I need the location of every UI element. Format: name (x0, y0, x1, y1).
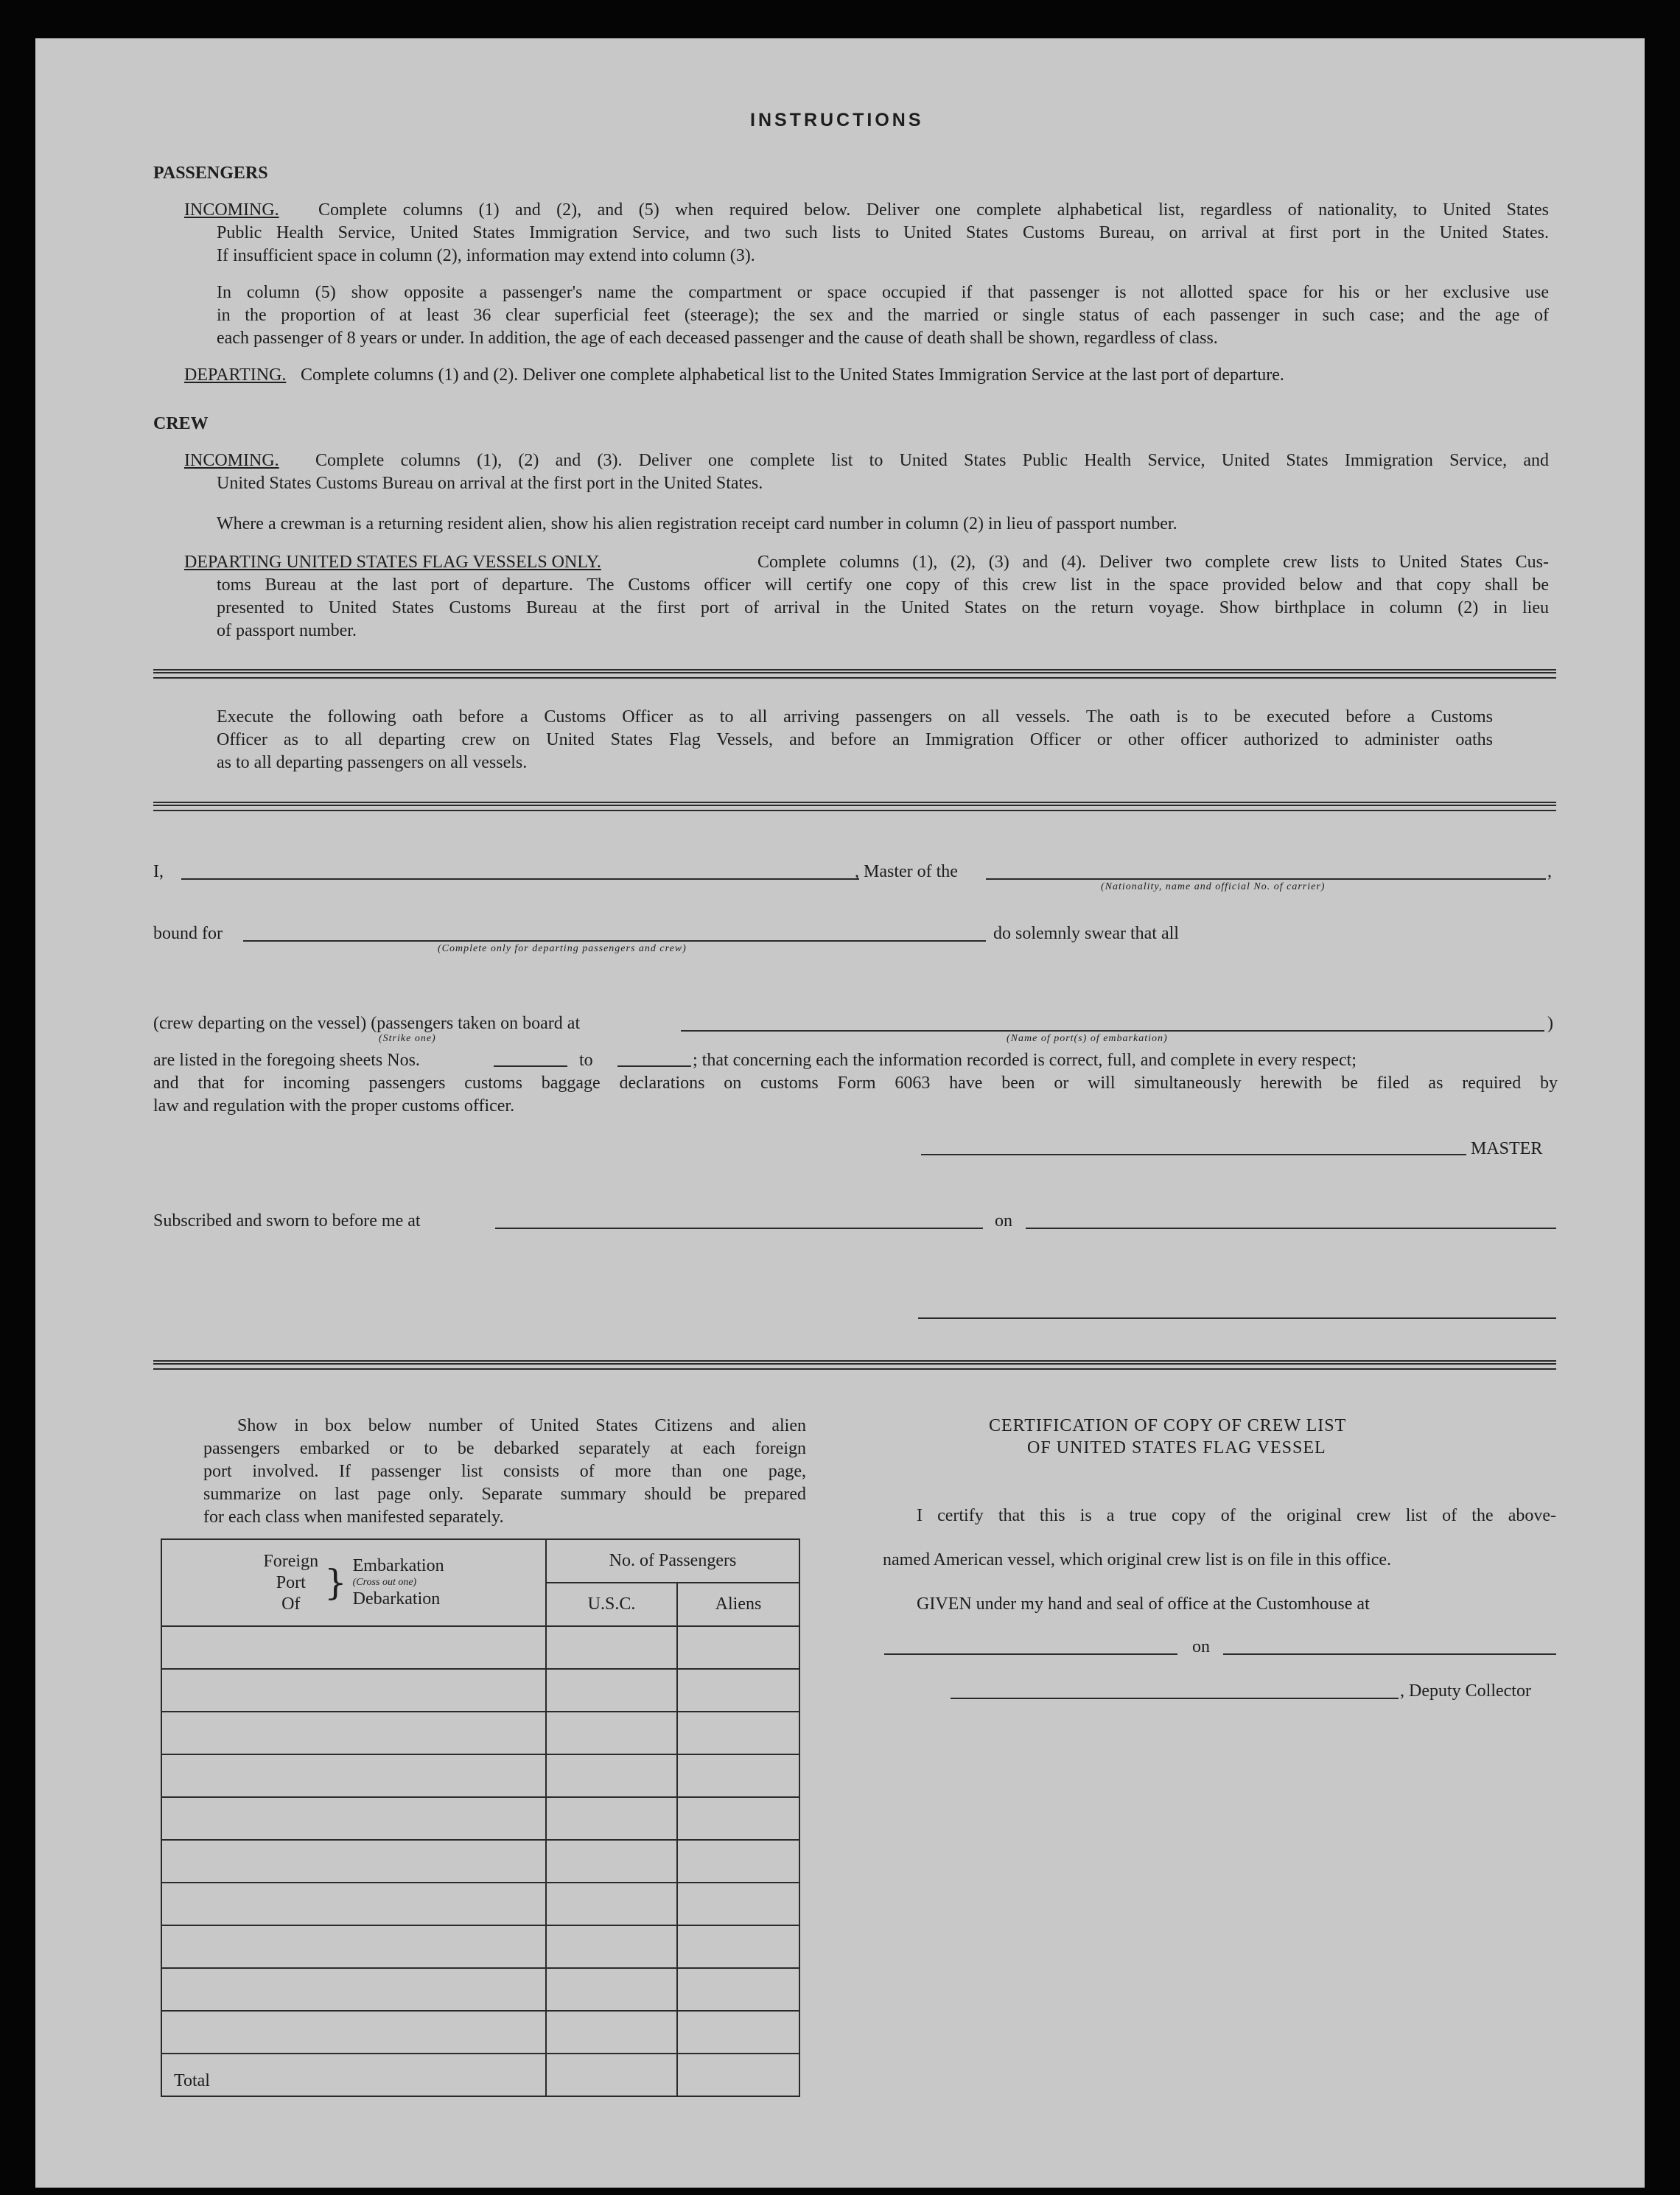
usc-cell[interactable] (546, 1797, 677, 1840)
aliens-cell[interactable] (677, 1840, 799, 1883)
certification-date-field[interactable] (1223, 1653, 1556, 1655)
aliens-cell[interactable] (677, 1669, 799, 1712)
foreign-label: Foreign (263, 1551, 319, 1571)
text-line: Show in box below number of United States Citizens and alien (237, 1416, 806, 1435)
certification-line-2: named American vessel, which original crew list is on file in this office. (883, 1550, 1392, 1569)
master-of-label: , Master of the (855, 862, 958, 881)
text-line: port involved. If passenger list consists of more than one page, (203, 1462, 806, 1481)
ports-caption: (Name of port(s) of embarkation) (1007, 1033, 1168, 1044)
sworn-location-field[interactable] (495, 1228, 983, 1229)
certification-title-1: CERTIFICATION OF COPY OF CREW LIST (989, 1416, 1347, 1435)
carrier-field[interactable] (986, 878, 1546, 880)
passengers-departing-text: Complete columns (1) and (2). Deliver one complete alphabetical list to the United States Immigration Service at the last port of departure. (301, 365, 1284, 385)
master-label: MASTER (1471, 1139, 1543, 1158)
listed-prefix: are listed in the foregoing sheets Nos. (153, 1051, 420, 1070)
divider (153, 669, 1556, 679)
aliens-cell[interactable] (677, 1883, 799, 1925)
text-line: for each class when manifested separately. (203, 1508, 504, 1527)
master-name-field[interactable] (181, 878, 859, 880)
aliens-cell[interactable] (677, 1754, 799, 1797)
ports-field[interactable] (681, 1030, 1544, 1032)
text-line: Complete columns (1) and (2), and (5) when required below. Deliver one complete alphabetical list, regardless of nationality, to United States (318, 200, 1549, 220)
table-row (161, 1626, 799, 1669)
no-passengers-header: No. of Passengers (546, 1539, 799, 1583)
sheet-from-field[interactable] (494, 1065, 567, 1067)
text-line: of passport number. (217, 621, 357, 640)
certification-title-2: OF UNITED STATES FLAG VESSEL (1027, 1438, 1326, 1457)
crew-flag-text (217, 551, 1549, 643)
usc-cell[interactable] (546, 1840, 677, 1883)
text-line: In column (5) show opposite a passenger's name the compartment or space occupied if that passenger is not allotted space for his or her exclusive use (217, 283, 1549, 302)
usc-cell[interactable] (546, 1669, 677, 1712)
text-line: summarize on last page only. Separate summary should be prepared (203, 1485, 806, 1504)
port-cell[interactable] (161, 1968, 546, 2011)
aliens-cell[interactable] (677, 1712, 799, 1754)
of-label: Of (281, 1594, 301, 1614)
form-page (35, 38, 1645, 2188)
nationality-caption: (Nationality, name and official No. of carrier) (1101, 881, 1326, 892)
text-line: Complete columns (1), (2) and (3). Deliver one complete list to United States Public Health Service, United States Immigration Service, and (315, 451, 1549, 470)
total-row (161, 2054, 799, 2096)
table-row (161, 1754, 799, 1797)
aliens-cell[interactable] (677, 2011, 799, 2054)
text-line: in the proportion of at least 36 clear superficial feet (steerage); the sex and the married or single status of each passenger in such case; and the age of (217, 306, 1549, 325)
debarkation-option[interactable]: Debarkation (352, 1589, 441, 1608)
usc-cell[interactable] (546, 1968, 677, 2011)
complete-caption: (Complete only for departing passengers and crew) (438, 943, 687, 954)
bound-for-label: bound for (153, 924, 223, 943)
port-cell[interactable] (161, 1883, 546, 1925)
table-row (161, 1712, 799, 1754)
crew-incoming-label: INCOMING. (184, 451, 279, 470)
passengers-incoming-label: INCOMING. (184, 200, 279, 220)
sheet-to-field[interactable] (617, 1065, 691, 1067)
text-line: toms Bureau at the last port of departure. The Customs officer will certify one copy of this crew list in the space provided below and that copy shall be (217, 575, 1549, 595)
total-label: Total (161, 2054, 546, 2096)
port-cell[interactable] (161, 1797, 546, 1840)
aliens-cell[interactable] (677, 1968, 799, 2011)
text-line: as to all departing passengers on all vessels. (217, 753, 528, 772)
passenger-summary-table (161, 1538, 800, 2097)
port-cell[interactable] (161, 1669, 546, 1712)
port-cell[interactable] (161, 1712, 546, 1754)
crew-passengers-text: (crew departing on the vessel) (passengers taken on board at (153, 1014, 581, 1033)
aliens-cell[interactable] (677, 1797, 799, 1840)
port-cell[interactable] (161, 1925, 546, 1968)
certification-on-label: on (1192, 1637, 1210, 1656)
table-row (161, 1968, 799, 2011)
deputy-collector-label: , Deputy Collector (1400, 1681, 1531, 1701)
text-line: Complete columns (1), (2), (3) and (4). Deliver two complete crew lists to United States Cus- (757, 553, 1549, 572)
aliens-header: Aliens (677, 1583, 799, 1626)
divider (153, 1360, 1556, 1370)
text-line: presented to United States Customs Bureau at the first port of arrival in the United States on the return voyage. Show birthplace in column (2) in lieu (217, 598, 1549, 617)
usc-cell[interactable] (546, 2011, 677, 2054)
usc-cell[interactable] (546, 1883, 677, 1925)
port-cell[interactable] (161, 1754, 546, 1797)
text-line: Public Health Service, United States Immigration Service, and two such lists to United States Customs Bureau, on arrival at first port in the United States. (217, 223, 1549, 242)
port-cell[interactable] (161, 1626, 546, 1669)
text-line: law and regulation with the proper customs officer. (153, 1096, 515, 1116)
crew-resident-text: Where a crewman is a returning resident alien, show his alien registration receipt card number in column (2) in lieu of passport number. (217, 514, 1177, 533)
text-line: and that for incoming passengers customs baggage declarations on customs Form 6063 have been or will simultaneously herewith be filed as required by (153, 1074, 1558, 1093)
table-row (161, 1840, 799, 1883)
divider (153, 802, 1556, 811)
text-line: If insufficient space in column (2), information may extend into column (3). (217, 246, 755, 265)
usc-cell[interactable] (546, 1626, 677, 1669)
port-cell[interactable] (161, 1840, 546, 1883)
crew-heading: CREW (153, 414, 209, 433)
bound-for-field[interactable] (243, 940, 986, 942)
embarkation-option[interactable]: Embarkation (352, 1556, 444, 1575)
on-label: on (995, 1211, 1012, 1230)
text-line: Execute the following oath before a Customs Officer as to all arriving passengers on all vessels. The oath is to be executed before a Customs (217, 707, 1493, 727)
close-paren: ) (1547, 1014, 1553, 1033)
strike-caption: (Strike one) (379, 1033, 436, 1044)
text-line: United States Customs Bureau on arrival at the first port in the United States. (217, 474, 763, 493)
listed-suffix: ; that concerning each the information recorded is correct, full, and complete in every respect; (693, 1051, 1357, 1070)
sworn-date-field[interactable] (1026, 1228, 1556, 1229)
crew-flag-label: DEPARTING UNITED STATES FLAG VESSELS ONLY. (184, 553, 601, 572)
crew-incoming-text (217, 449, 1549, 495)
passengers-departing-label: DEPARTING. (184, 365, 287, 385)
listed-continuation (153, 1072, 1558, 1118)
text-line: Officer as to all departing crew on United States Flag Vessels, and before an Immigration Officer or other officer authorized to administer oaths (217, 730, 1493, 749)
oath-i-label: I, (153, 862, 164, 881)
comma: , (1547, 862, 1552, 881)
table-header-row (161, 1539, 799, 1583)
port-header: Foreign Port Of } Embarkation (Cross out one) Debarkation (161, 1539, 546, 1626)
total-aliens-cell[interactable] (677, 2054, 799, 2096)
text-line: passengers embarked or to be debarked separately at each foreign (203, 1439, 806, 1458)
page-title: INSTRUCTIONS (750, 110, 924, 130)
aliens-cell[interactable] (677, 1626, 799, 1669)
port-label: Port (276, 1572, 306, 1592)
usc-cell[interactable] (546, 1925, 677, 1968)
summary-instructions (203, 1415, 806, 1529)
oath-instruction (217, 706, 1493, 774)
deputy-signature-field[interactable] (951, 1698, 1399, 1699)
text-line: each passenger of 8 years or under. In addition, the age of each deceased passenger and the cause of death shall be shown, regardless of class. (217, 329, 1218, 348)
officer-signature-field[interactable] (918, 1317, 1556, 1319)
table-row (161, 1669, 799, 1712)
certification-line-3: GIVEN under my hand and seal of office at the Customhouse at (917, 1594, 1370, 1614)
certification-line-1: I certify that this is a true copy of the original crew list of the above- (917, 1506, 1556, 1525)
customhouse-field[interactable] (884, 1653, 1177, 1655)
master-signature-field[interactable] (921, 1154, 1466, 1155)
total-usc-cell[interactable] (546, 2054, 677, 2096)
subscribed-label: Subscribed and sworn to before me at (153, 1211, 421, 1230)
aliens-cell[interactable] (677, 1925, 799, 1968)
table-row (161, 1797, 799, 1840)
port-cell[interactable] (161, 2011, 546, 2054)
swear-text: do solemnly swear that all (993, 924, 1179, 943)
passengers-incoming-text (217, 199, 1549, 267)
column5-text (217, 281, 1549, 350)
passengers-heading: PASSENGERS (153, 164, 268, 183)
cross-out-caption: (Cross out one) (352, 1577, 417, 1588)
table-row (161, 2011, 799, 2054)
usc-cell[interactable] (546, 1754, 677, 1797)
table-row (161, 1883, 799, 1925)
table-row (161, 1925, 799, 1968)
usc-cell[interactable] (546, 1712, 677, 1754)
usc-header: U.S.C. (546, 1583, 677, 1626)
to-label: to (579, 1051, 593, 1070)
